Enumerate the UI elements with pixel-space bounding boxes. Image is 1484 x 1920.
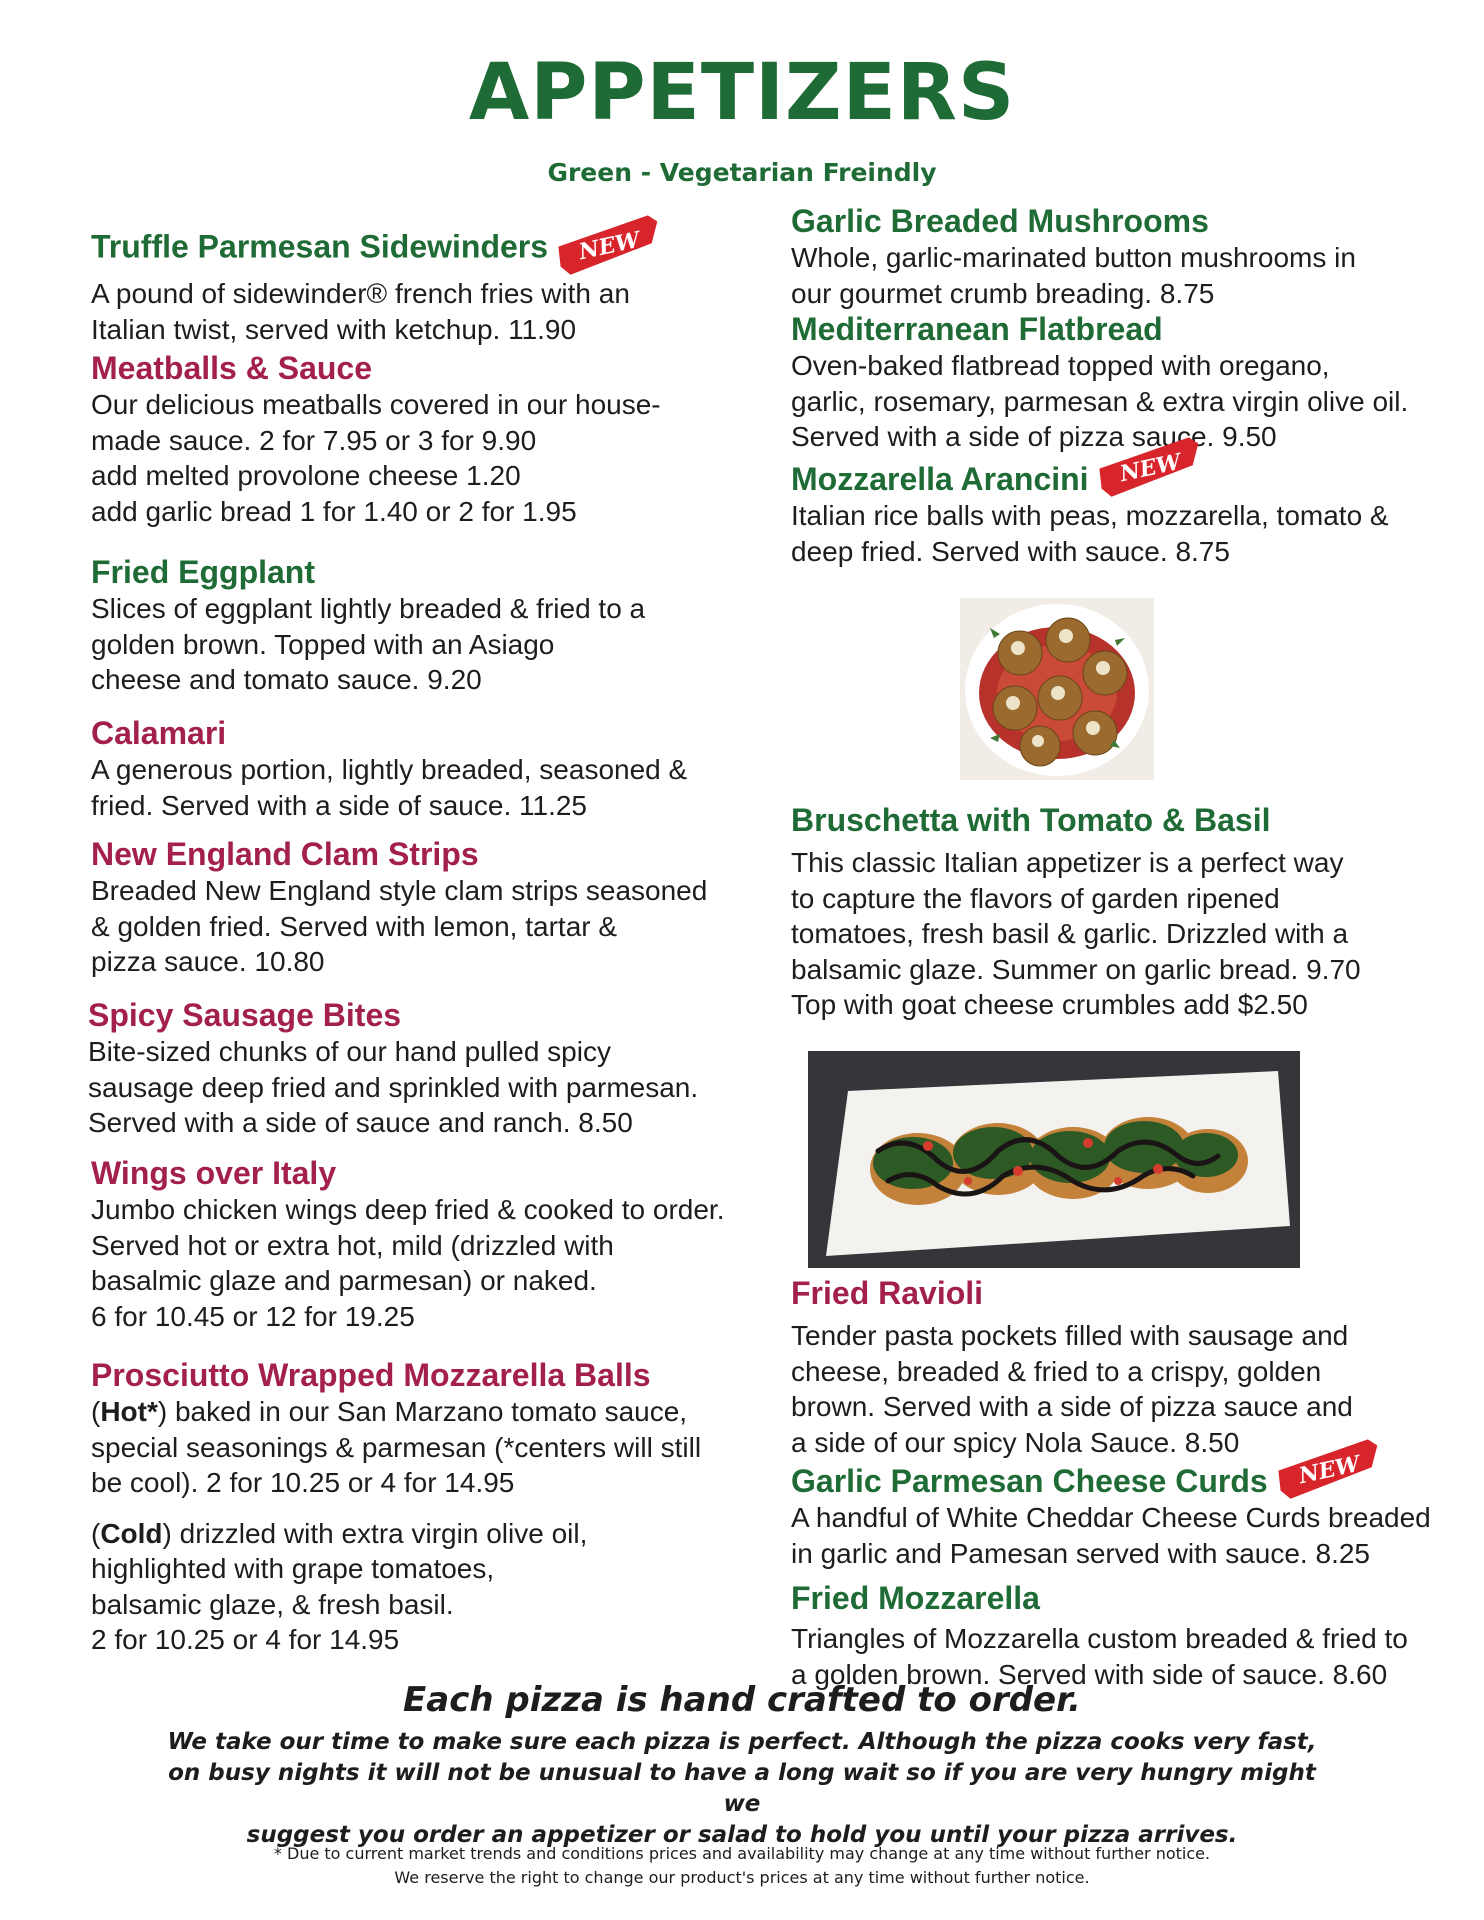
hot-label: Hot* xyxy=(100,1396,158,1427)
item-name: Fried Eggplant xyxy=(91,554,315,590)
item-name: Meatballs & Sauce xyxy=(91,350,372,386)
item-name: Fried Mozzarella xyxy=(791,1580,1040,1616)
item-description: A generous portion, lightly breaded, seasoned & fried. Served with a side of sauce. 11.25 xyxy=(91,754,688,821)
item-name: Garlic Breaded Mushrooms xyxy=(791,203,1209,239)
item-description: Breaded New England style clam strips seasoned & golden fried. Served with lemon, tartar & pizza sauce. 10.80 xyxy=(91,875,708,977)
item-name: Truffle Parmesan Sidewinders NEW xyxy=(91,222,664,276)
menu-item-garlic-breaded-mushrooms xyxy=(791,202,1356,311)
item-name: New England Clam Strips xyxy=(91,836,479,872)
item-description: Oven-baked flatbread topped with oregano, garlic, rosemary, parmesan & extra virgin olive oil. Served with a side of pizza sauce. 9.50 xyxy=(791,350,1409,452)
svg-text:NEW: NEW xyxy=(1296,1450,1362,1489)
item-description: A pound of sidewinder® french fries with an Italian twist, served with ketchup. 11.90 xyxy=(91,278,630,345)
item-description: Whole, garlic-marinated button mushrooms in our gourmet crumb breading. 8.75 xyxy=(791,242,1356,309)
item-description-cold: (Cold) drizzled with extra virgin olive oil, highlighted with grape tomatoes, balsamic glaze, & fresh basil. 2 for 10.25 or 4 for 14.95 xyxy=(91,1517,588,1655)
item-description: This classic Italian appetizer is a perfect way to capture the flavors of garden ripened tomatoes, fresh basil & garlic. Drizzled with a balsamic glaze. Summer on garlic bread. 9.70 Top with goat cheese crumbles add $2.50 xyxy=(791,847,1361,1020)
bruschetta-photo xyxy=(808,1051,1300,1268)
menu-item-mediterranean-flatbread xyxy=(791,310,1408,455)
item-description: Italian rice balls with peas, mozzarella, tomato & deep fried. Served with sauce. 8.75 xyxy=(791,500,1389,567)
menu-item-calamari xyxy=(91,714,687,823)
item-name: Fried Ravioli xyxy=(791,1275,984,1311)
menu-item-wings-over-italy xyxy=(91,1154,724,1334)
item-name: Bruschetta with Tomato & Basil xyxy=(791,802,1271,838)
item-description: Slices of eggplant lightly breaded & fried to a golden brown. Topped with an Asiago cheese and tomato sauce. 9.20 xyxy=(91,593,646,695)
item-description: Tender pasta pockets filled with sausage and cheese, breaded & fried to a crispy, golden brown. Served with a side of pizza sauce and a side of our spicy Nola Sauce. 8.50 xyxy=(791,1320,1353,1458)
menu-item-truffle-parmesan-sidewinders xyxy=(91,222,664,347)
item-name: Prosciutto Wrapped Mozzarella Balls xyxy=(91,1357,651,1393)
menu-item-new-england-clam-strips xyxy=(91,835,707,980)
menu-item-spicy-sausage-bites xyxy=(88,996,698,1141)
menu-item-prosciutto-wrapped-mozzarella-balls xyxy=(91,1356,701,1658)
new-badge-icon xyxy=(552,211,669,286)
item-description: Our delicious meatballs covered in our house- made sauce. 2 for 7.95 or 3 for 9.90 add melted provolone cheese 1.20 add garlic bread 1 for 1.40 or 2 for 1.95 xyxy=(91,389,661,527)
footer-headline: Each pizza is hand crafted to order. xyxy=(403,1680,1081,1720)
menu-item-fried-mozzarella xyxy=(791,1579,1408,1692)
arancini-photo xyxy=(960,598,1154,780)
menu-item-garlic-parmesan-cheese-curds xyxy=(791,1450,1431,1571)
menu-item-meatballs-sauce xyxy=(91,349,661,529)
item-name: Wings over Italy xyxy=(91,1155,337,1191)
price-change-notice: We reserve the right to change our product's prices at any time without further notice. xyxy=(394,1868,1090,1887)
cold-label: Cold xyxy=(100,1517,163,1549)
item-name: Calamari xyxy=(91,715,227,751)
item-name: Mediterranean Flatbread xyxy=(791,311,1163,347)
item-name: Garlic Parmesan Cheese Curds NEW xyxy=(791,1462,1431,1500)
menu-item-fried-ravioli xyxy=(791,1274,1353,1460)
svg-text:NEW: NEW xyxy=(1117,448,1183,487)
item-description: Triangles of Mozzarella custom breaded & fried to a golden brown. Served with side of sauce. 8.60 xyxy=(791,1623,1408,1690)
footer-note: We take our time to make sure each pizza is perfect. Although the pizza cooks very fast, on busy nights it will not be unusual to have a long wait so if you are very hungry might we suggest you order an appetizer or salad to hold you until your pizza arrives. xyxy=(167,1729,1317,1848)
item-name: Spicy Sausage Bites xyxy=(88,997,402,1033)
vegetarian-legend: Green - Vegetarian Freindly xyxy=(547,158,937,187)
item-description: A handful of White Cheddar Cheese Curds breaded in garlic and Pamesan served with sauce. 8.25 xyxy=(791,1502,1431,1569)
item-name: Mozzarella Arancini NEW xyxy=(791,460,1389,498)
menu-item-bruschetta-tomato-basil xyxy=(791,801,1361,1023)
price-disclaimer: * Due to current market trends and conditions prices and availability may change at any time without further notice. xyxy=(273,1844,1211,1863)
svg-text:NEW: NEW xyxy=(576,226,643,266)
menu-item-fried-eggplant xyxy=(91,553,645,698)
item-description: Bite-sized chunks of our hand pulled spicy sausage deep fried and sprinkled with parmesan. Served with a side of sauce and ranch. 8.50 xyxy=(88,1036,699,1138)
item-description-hot: (Hot*) baked in our San Marzano tomato sauce, special seasonings & parmesan (*centers will still be cool). 2 for 10.25 or 4 for 14.95 xyxy=(91,1396,702,1498)
page-title: APPETIZERS xyxy=(468,48,1016,138)
item-description: Jumbo chicken wings deep fried & cooked to order. Served hot or extra hot, mild (drizzled with basalmic glaze and parmesan) or naked. 6 for 10.45 or 12 for 19.25 xyxy=(91,1194,725,1332)
menu-item-mozzarella-arancini xyxy=(791,448,1389,569)
